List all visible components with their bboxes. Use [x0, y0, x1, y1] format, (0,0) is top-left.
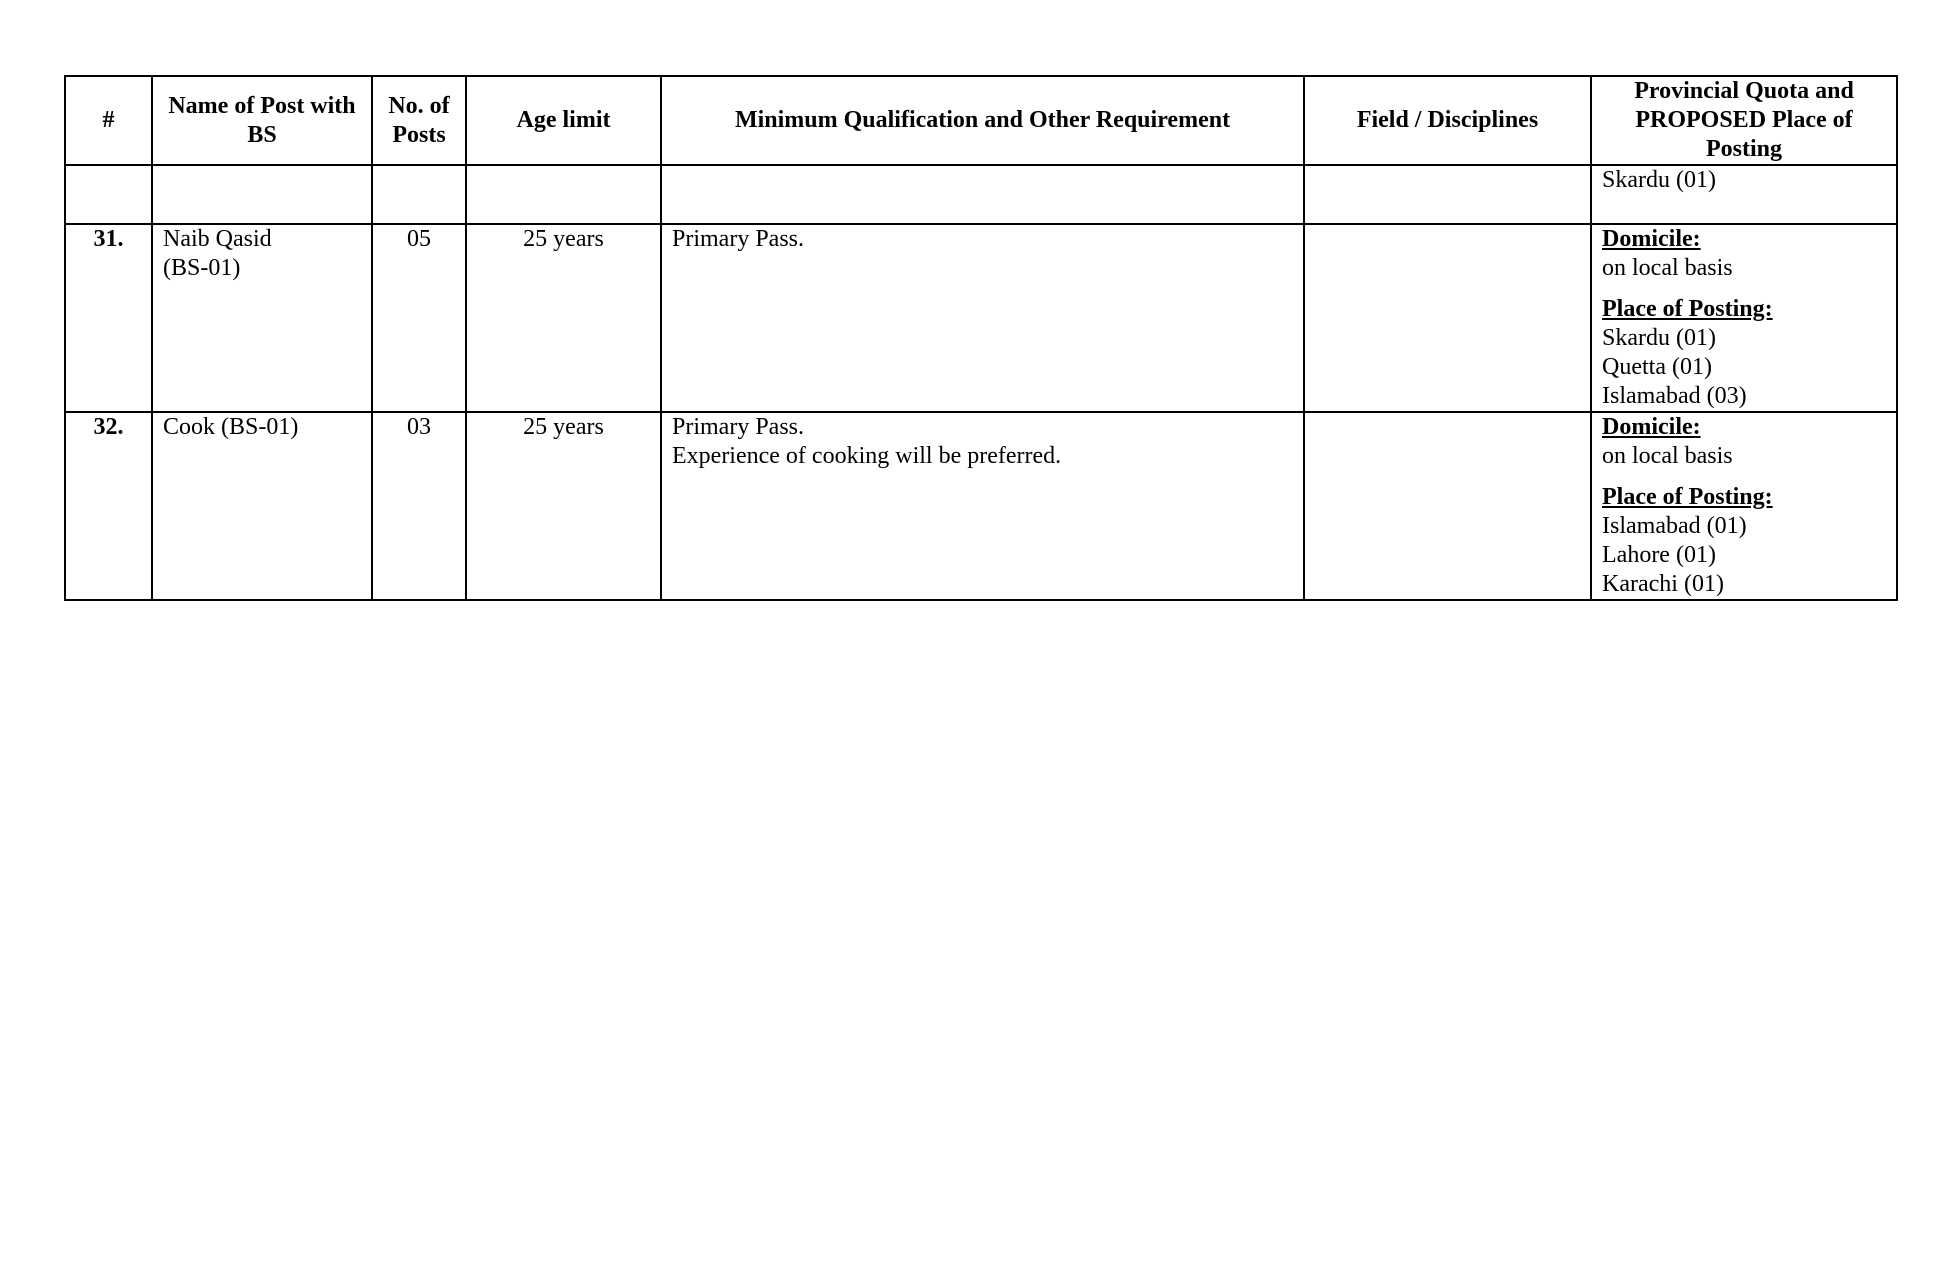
post-name-cell [152, 224, 372, 412]
table-row [65, 412, 1897, 600]
domicile-value: on local basis [1602, 443, 1733, 469]
field-cell [1304, 224, 1591, 412]
cont-field-cell [1304, 165, 1591, 224]
continuation-row [65, 165, 1897, 224]
field-cell [1304, 412, 1591, 600]
table-header-row [65, 76, 1897, 165]
post-name-cell [152, 412, 372, 600]
post-scale-line: (BS-01) [163, 255, 241, 281]
header-field: Field / Disciplines [1304, 76, 1591, 165]
cont-qual-cell [661, 165, 1304, 224]
posting-line: Lahore (01) [1602, 542, 1716, 568]
domicile-label: Domicile: [1602, 226, 1701, 252]
row-number: 32. [65, 412, 152, 600]
qualification-line: Experience of cooking will be preferred. [672, 443, 1062, 469]
post-name-line: Cook (BS-01) [163, 414, 299, 440]
qualification-line: Primary Pass. [672, 414, 804, 440]
posting-line: Islamabad (01) [1602, 513, 1747, 539]
header-post-count: No. of Posts [372, 76, 466, 165]
posting-label: Place of Posting: [1602, 296, 1773, 322]
quota-cell [1591, 224, 1897, 412]
domicile-label: Domicile: [1602, 414, 1701, 440]
table-row [65, 224, 1897, 412]
qualification-line: Primary Pass. [672, 226, 804, 252]
posting-label: Place of Posting: [1602, 484, 1773, 510]
qualification-cell [661, 412, 1304, 600]
cont-count-cell [372, 165, 466, 224]
header-post-name: Name of Post with BS [152, 76, 372, 165]
header-age-limit: Age limit [466, 76, 661, 165]
post-count: 03 [372, 412, 466, 600]
cont-quota-cell [1591, 165, 1897, 224]
cont-name-cell [152, 165, 372, 224]
age-limit: 25 years [466, 412, 661, 600]
posting-line: Karachi (01) [1602, 571, 1724, 597]
posting-line: Skardu (01) [1602, 167, 1716, 193]
cont-num-cell [65, 165, 152, 224]
posting-line: Islamabad (03) [1602, 383, 1747, 409]
posting-line: Quetta (01) [1602, 354, 1712, 380]
post-name-line: Naib Qasid [163, 226, 272, 252]
header-number: # [65, 76, 152, 165]
row-number: 31. [65, 224, 152, 412]
header-qualification: Minimum Qualification and Other Requirement [661, 76, 1304, 165]
post-count: 05 [372, 224, 466, 412]
domicile-value: on local basis [1602, 255, 1733, 281]
qualification-cell [661, 224, 1304, 412]
cont-age-cell [466, 165, 661, 224]
quota-cell [1591, 412, 1897, 600]
posts-table [64, 75, 1898, 601]
age-limit: 25 years [466, 224, 661, 412]
header-quota: Provincial Quota and PROPOSED Place of Posting [1591, 76, 1897, 165]
posting-line: Skardu (01) [1602, 325, 1716, 351]
